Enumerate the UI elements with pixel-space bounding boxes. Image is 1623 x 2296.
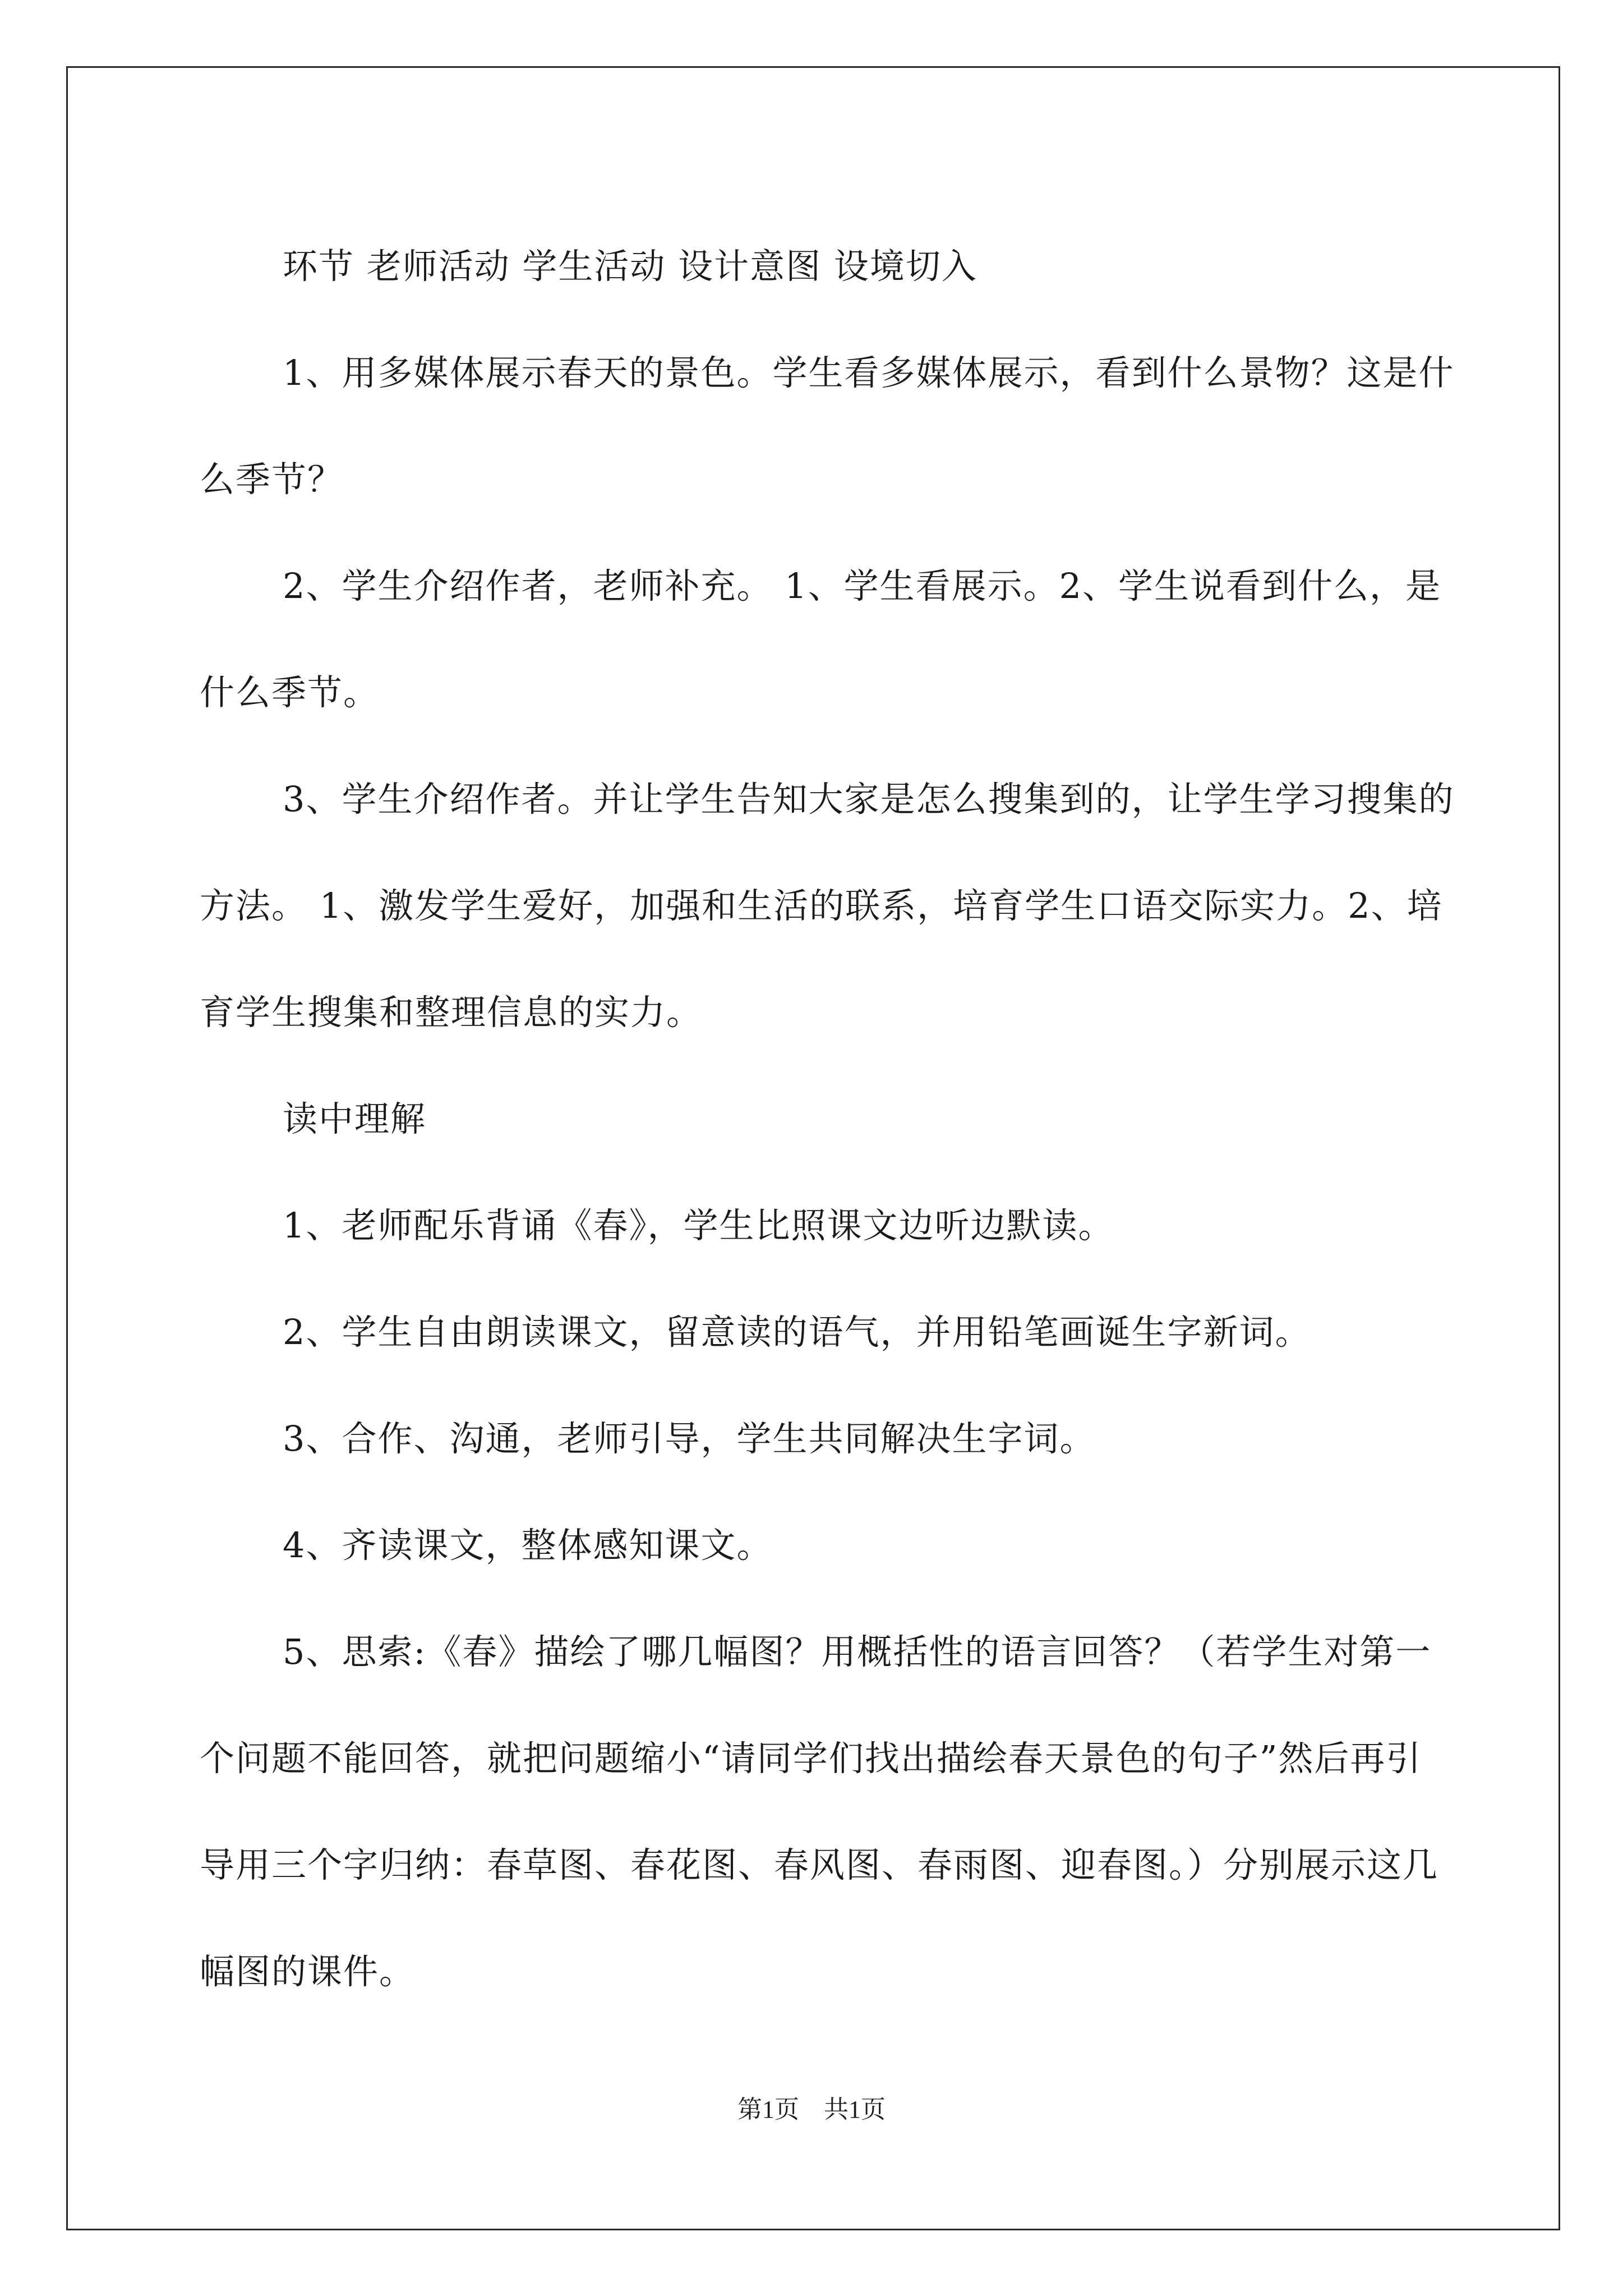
paragraph-2: 2、学生介绍作者，老师补充。 1、学生看展示。2、学生说看到什么，是什么季节。 xyxy=(200,565,1442,713)
paragraph-reading-3: 3、合作、沟通，老师引导，学生共同解决生字词。 xyxy=(283,1418,1096,1459)
paragraph-reading-4: 4、齐读课文，整体感知课文。 xyxy=(283,1525,773,1566)
page-number: 第1页 xyxy=(737,2096,799,2123)
paragraph-header-row: 环节 老师活动 学生活动 设计意图 设境切入 xyxy=(283,246,978,287)
page-total: 共1页 xyxy=(824,2096,886,2123)
document-body xyxy=(200,213,1456,2025)
paragraph-reading-2: 2、学生自由朗读课文，留意读的语气，并用铅笔画诞生字新词。 xyxy=(283,1312,1311,1352)
paragraph-3: 3、学生介绍作者。并让学生告知大家是怎么搜集到的，让学生学习搜集的方法。 1、激发学生爱好，加强和生活的联系，培育学生口语交际实力。2、培育学生搜集和整理信息的实力。 xyxy=(200,779,1455,1033)
paragraph-reading-1: 1、老师配乐背诵《春》，学生比照课文边听边默读。 xyxy=(283,1205,1114,1246)
paragraph-reading-5: 5、思索:《春》描绘了哪几幅图？用概括性的语言回答？（若学生对第一个问题不能回答，就把问题缩小“请同学们找出描绘春天景色的句子”然后再引导用三个字归纳：春草图、春花图、春风图、春雨图、迎春图。）分别展示这几幅图的课件。 xyxy=(200,1631,1439,1992)
section-heading-reading: 读中理解 xyxy=(283,1098,427,1139)
page-footer xyxy=(0,2089,1623,2125)
paragraph-1: 1、用多媒体展示春天的景色。学生看多媒体展示，看到什么景物？这是什么季节？ xyxy=(200,352,1455,500)
